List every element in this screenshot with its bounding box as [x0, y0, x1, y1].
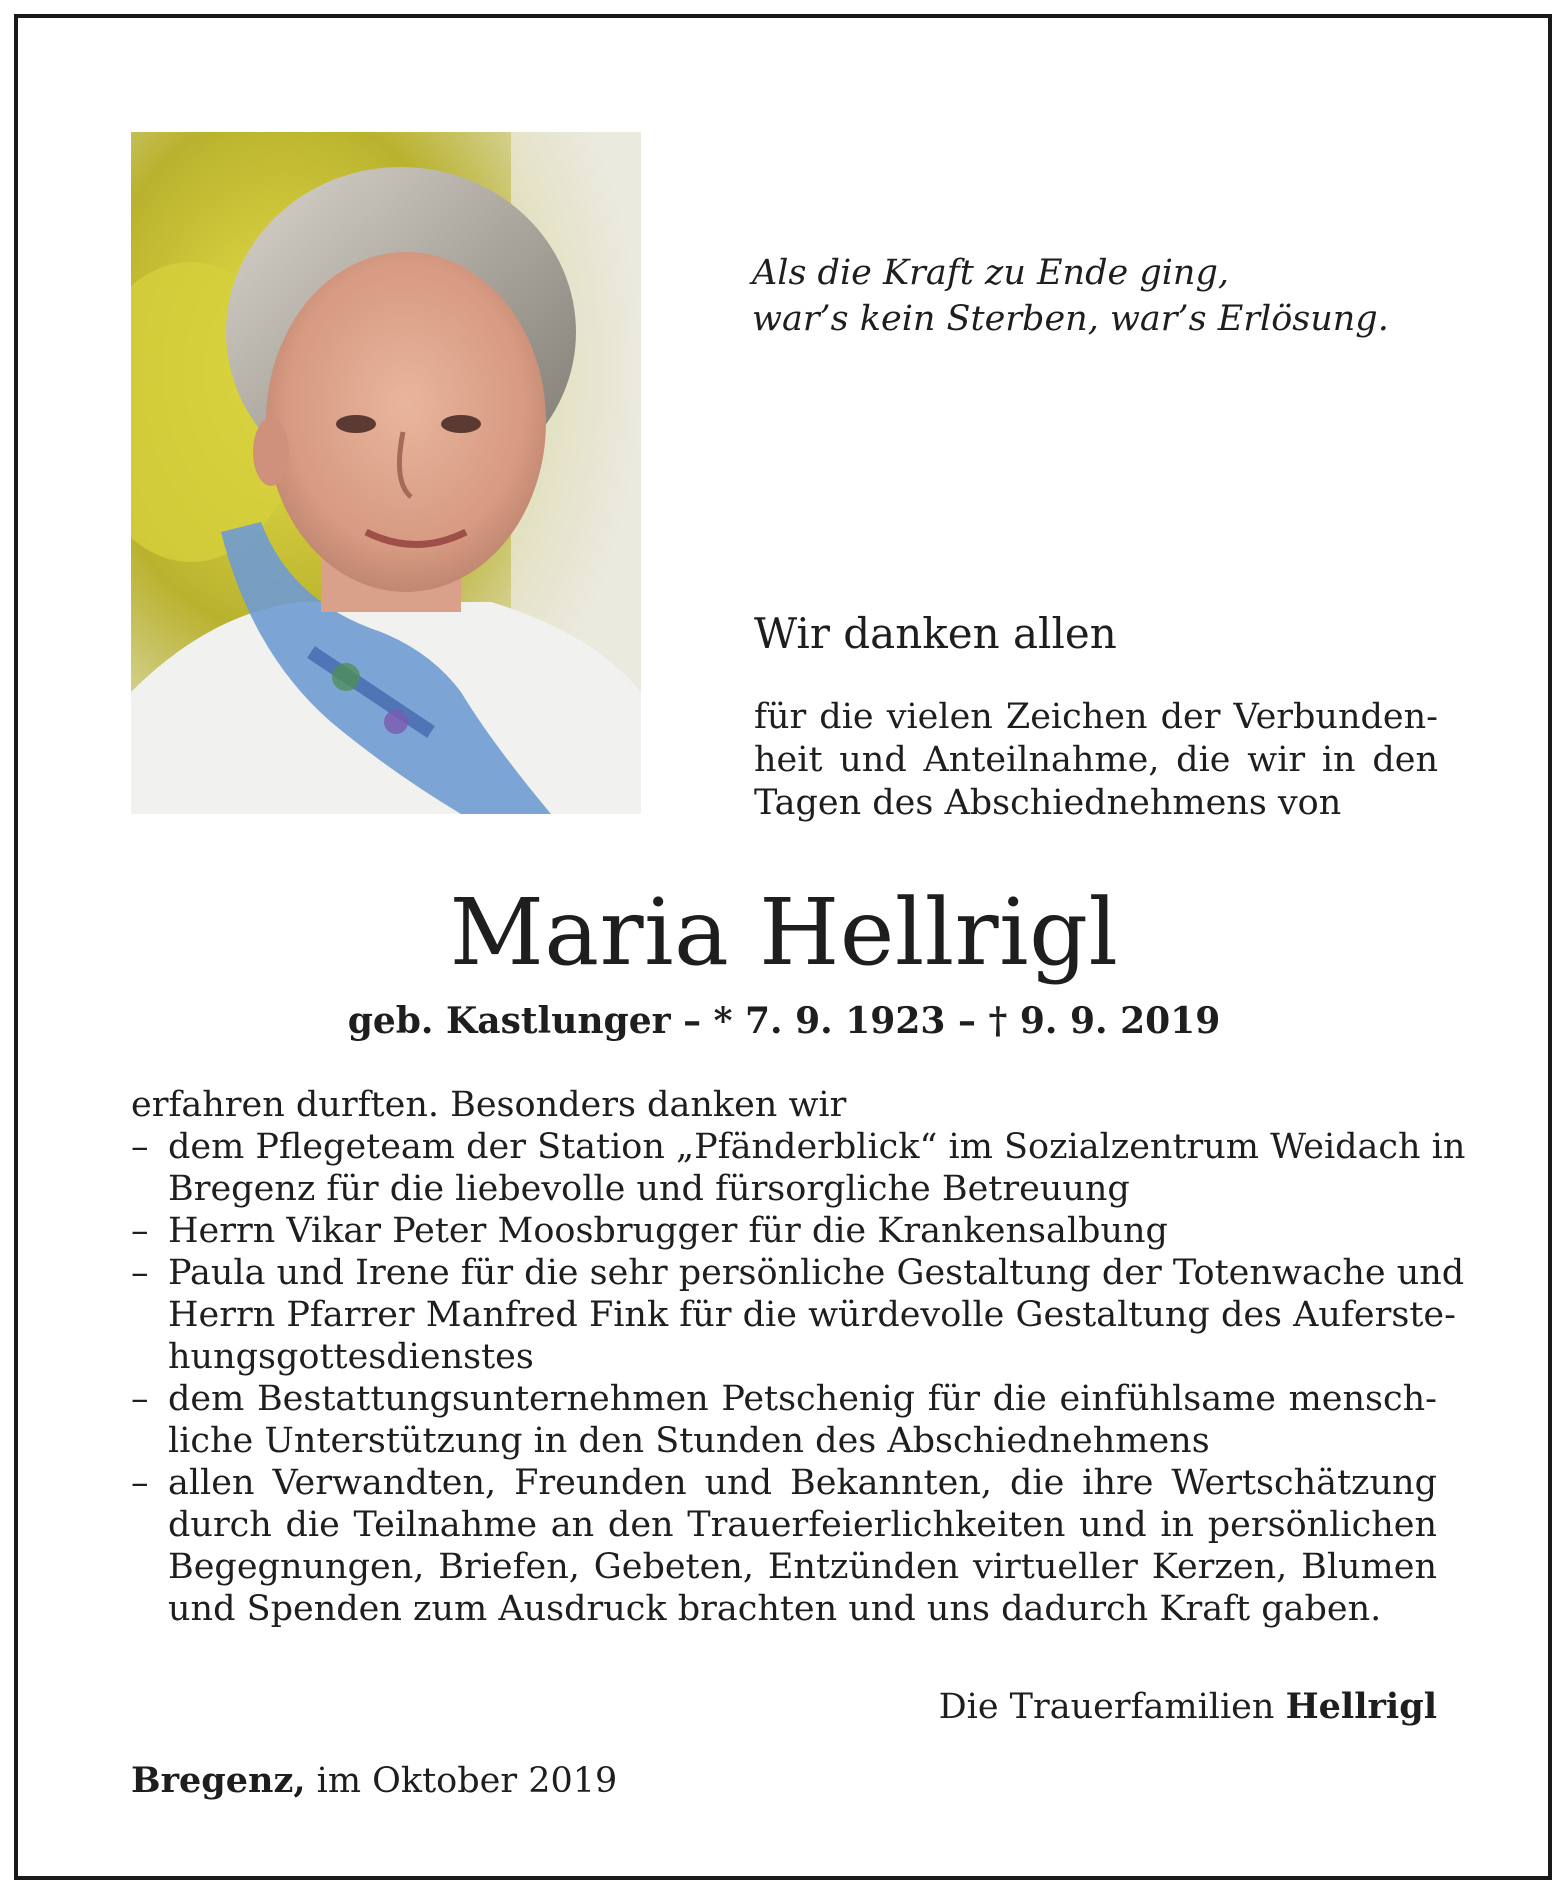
place-city: Bregenz, — [131, 1760, 306, 1801]
intro-line: heit und Anteilnahme, die wir in den — [754, 740, 1438, 780]
intro-paragraph — [754, 696, 1438, 825]
list-line: hungsgottesdienstes — [168, 1337, 534, 1377]
list-item — [131, 1210, 1437, 1252]
notice-date: im Oktober 2019 — [305, 1761, 618, 1801]
list-line: allen Verwandten, Freunden und Bekannten, die ihre Wertschätzung — [168, 1463, 1437, 1503]
list-line: Herrn Pfarrer Manfred Fink für die würdevolle Gestaltung des Auferste- — [168, 1295, 1456, 1335]
intro-line: für die vielen Zeichen der Verbunden- — [754, 697, 1438, 737]
deceased-name: Maria Hellrigl — [449, 879, 1119, 986]
list-line: dem Bestattungsunternehmen Petschenig für die einfühlsame mensch- — [168, 1379, 1437, 1419]
list-item — [131, 1126, 1466, 1210]
list-line: Herrn Vikar Peter Moosbrugger für die Krankensalbung — [168, 1211, 1168, 1251]
thanks-heading: Wir danken allen — [754, 609, 1117, 658]
quote-line: war’s kein Sterben, war’s Erlösung. — [752, 299, 1389, 339]
list-item — [131, 1462, 1437, 1630]
list-line: Bregenz für die liebevolle und fürsorgliche Betreuung — [168, 1169, 1130, 1209]
dash-bullet: – — [131, 1127, 149, 1167]
portrait-photo — [131, 132, 641, 814]
list-item — [131, 1378, 1437, 1462]
thanks-body — [131, 1084, 1466, 1630]
list-item — [131, 1252, 1465, 1378]
list-line: durch die Teilnahme an den Trauerfeierlichkeiten und in persönlichen — [168, 1505, 1437, 1545]
list-line: Begegnungen, Briefen, Gebeten, Entzünden virtueller Kerzen, Blumen — [168, 1547, 1437, 1587]
body-lead: erfahren durften. Besonders danken wir — [131, 1085, 847, 1125]
dash-bullet: – — [131, 1253, 149, 1293]
thanks-list — [131, 1126, 1466, 1630]
list-line: Paula und Irene für die sehr persönliche Gestaltung der Totenwache und — [168, 1253, 1465, 1293]
list-line: dem Pflegeteam der Station „Pfänderblick“ im Sozialzentrum Weidach in — [168, 1127, 1466, 1167]
intro-line: Tagen des Abschiednehmens von — [754, 783, 1342, 823]
life-dates: geb. Kastlunger – * 7. 9. 1923 – † 9. 9. 2019 — [347, 1000, 1221, 1042]
dash-bullet: – — [131, 1211, 149, 1251]
family-signature — [939, 1684, 1437, 1730]
signature-prefix: Die Trauerfamilien — [938, 1687, 1286, 1727]
family-name: Hellrigl — [1285, 1686, 1437, 1727]
place-date — [131, 1758, 617, 1804]
quote-line: Als die Kraft zu Ende ging, — [752, 253, 1229, 293]
epitaph-quote — [752, 250, 1389, 342]
list-line: und Spenden zum Ausdruck brachten und uns dadurch Kraft gaben. — [168, 1589, 1382, 1629]
dash-bullet: – — [131, 1379, 149, 1419]
list-line: liche Unterstützung in den Stunden des Abschiednehmens — [168, 1421, 1210, 1461]
dash-bullet: – — [131, 1463, 149, 1503]
